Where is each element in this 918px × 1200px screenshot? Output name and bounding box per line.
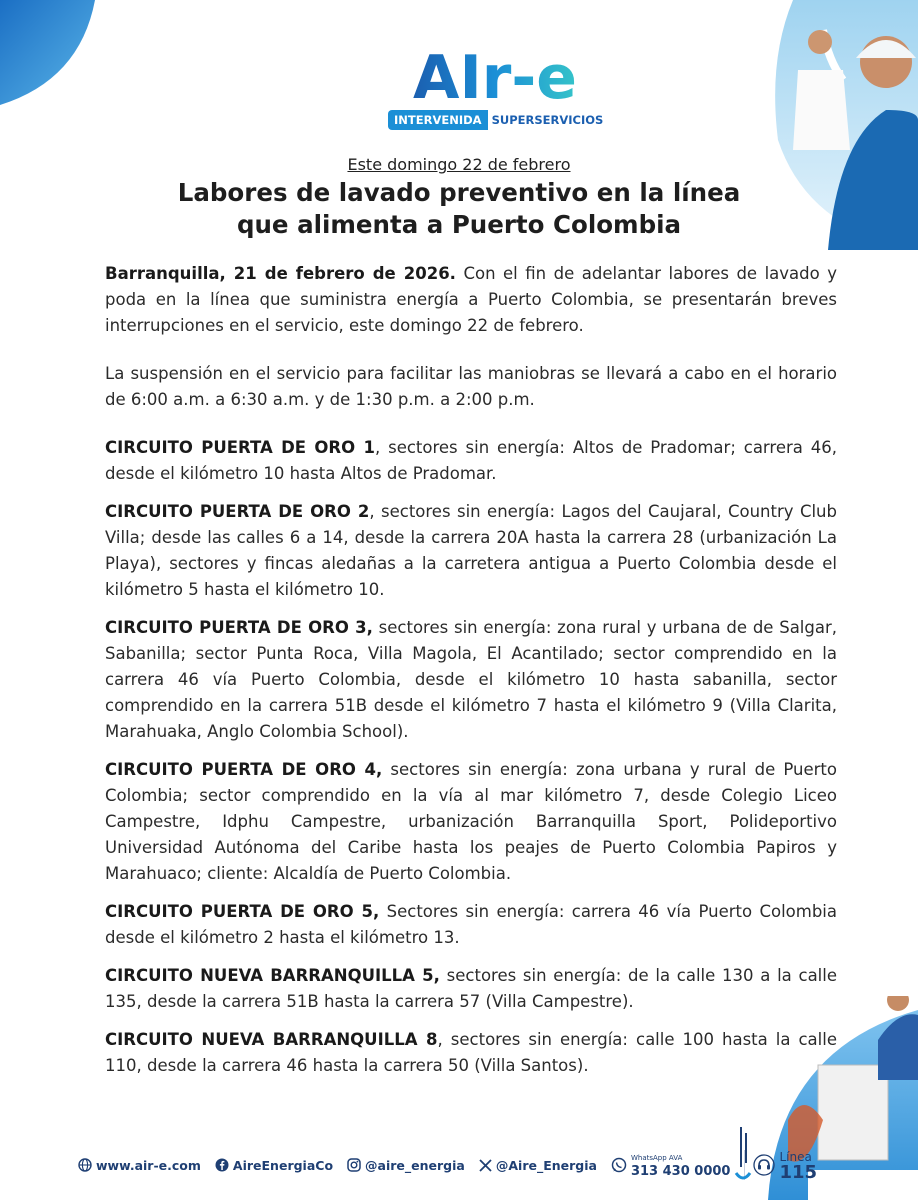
- intervenida-tag: [388, 110, 603, 130]
- instagram-link[interactable]: [347, 1158, 465, 1173]
- circuit-paragraph: [105, 435, 837, 487]
- circuit-paragraph: [105, 963, 837, 1015]
- linea-number: 115: [779, 1162, 818, 1183]
- whatsapp-label: WhatsApp AVA: [630, 1154, 683, 1162]
- website-link[interactable]: [78, 1158, 201, 1173]
- whatsapp-link[interactable]: [611, 1152, 731, 1178]
- brand-logo: [385, 40, 605, 132]
- tag-secondary: SUPERSERVICIOS: [491, 113, 604, 127]
- globe-icon: [78, 1158, 92, 1172]
- supervision-logo: [728, 1125, 758, 1185]
- circuit-paragraph: [105, 757, 837, 887]
- hours-paragraph: La suspensión en el servicio para facilitar las maniobras se llevará a cabo en el horario de 6:00 a.m. a 6:30 a.m. y de 1:30 p.m. a 2:00 p.m.: [105, 364, 837, 409]
- intro-lead: Barranquilla, 21 de febrero de 2026.: [105, 264, 456, 283]
- facebook-link[interactable]: [215, 1158, 333, 1173]
- circuit-name: CIRCUITO PUERTA DE ORO 2: [105, 502, 370, 521]
- title-line-2: que alimenta a Puerto Colombia: [236, 210, 682, 239]
- circuit-text: , sectores sin energía: calle 100 hasta la calle 110, desde la carrera 46 hasta la carrera 50 (Villa Santos).: [105, 1030, 837, 1075]
- whatsapp-number: 313 430 0000: [630, 1164, 731, 1179]
- whatsapp-icon: [611, 1157, 627, 1173]
- wordmark-text: AIr-e: [413, 43, 577, 110]
- air-e-wordmark: [385, 40, 605, 110]
- intro-paragraph: [105, 261, 837, 339]
- circuit-name: CIRCUITO NUEVA BARRANQUILLA 5,: [105, 966, 440, 985]
- website-text: www.air-e.com: [96, 1157, 201, 1173]
- circuit-name: CIRCUITO NUEVA BARRANQUILLA 8: [105, 1030, 438, 1049]
- title-line-1: Labores de lavado preventivo en la línea: [177, 178, 741, 207]
- circuit-name: CIRCUITO PUERTA DE ORO 4,: [105, 760, 383, 779]
- circuit-paragraph: [105, 615, 837, 745]
- page-title: [0, 177, 918, 241]
- x-icon: [479, 1159, 492, 1172]
- circuit-paragraph: [105, 1027, 837, 1079]
- instagram-icon: [347, 1158, 361, 1172]
- circuit-name: CIRCUITO PUERTA DE ORO 5,: [105, 902, 380, 921]
- date-subtitle: Este domingo 22 de febrero: [347, 155, 571, 174]
- intro-text: Con el fin de adelantar labores de lavado y poda en la línea que suministra energía a Puerto Colombia, se presentarán breves interrupciones en el servicio, este domingo 22 de febrero.: [105, 264, 837, 335]
- contact-footer: [78, 1145, 817, 1185]
- x-text: @Aire_Energia: [495, 1157, 597, 1173]
- instagram-text: @aire_energia: [365, 1157, 465, 1173]
- linea-label: Línea: [779, 1150, 812, 1164]
- circuit-text: sectores sin energía: de la calle 130 a la calle 135, desde la carrera 51B hasta la carrera 57 (Villa Campestre).: [105, 966, 838, 1011]
- circuit-name: CIRCUITO PUERTA DE ORO 3,: [105, 618, 373, 637]
- corner-decoration: [0, 0, 95, 105]
- x-link[interactable]: [479, 1158, 597, 1173]
- circuit-paragraph: [105, 899, 837, 951]
- circuit-paragraph: [105, 499, 837, 603]
- circuit-text: , sectores sin energía: Lagos del Caujaral, Country Club Villa; desde las calles 6 a 14, desde la carrera 20A hasta la carrera 28 (urbanización La Playa), sectores y fincas aledañas a la carretera antigua a Puerto Colombia desde el kilómetro 5 hasta el kilómetro 10.: [105, 502, 837, 599]
- circuit-text: Sectores sin energía: carrera 46 vía Puerto Colombia desde el kilómetro 2 hasta el kilómetro 13.: [105, 902, 837, 947]
- facebook-icon: [215, 1158, 229, 1172]
- tag-primary: INTERVENIDA: [388, 110, 488, 130]
- circuit-text: , sectores sin energía: Altos de Pradomar; carrera 46, desde el kilómetro 10 hasta Altos de Pradomar.: [105, 438, 837, 483]
- circuit-name: CIRCUITO PUERTA DE ORO 1: [105, 438, 375, 457]
- circuit-text: sectores sin energía: zona rural y urbana de de Salgar, Sabanilla; sector Punta Roca, Villa Magola, El Acantilado; sector comprendido en la carrera 46 vía Puerto Colombia, desde el kilómetro 10 hasta sabanilla, sector comprendido en la carrera 51B desde el kilómetro 7 hasta el kilómetro 9 (Villa Clarita, Marahuaka, Anglo Colombia School).: [105, 618, 837, 741]
- circuit-text: sectores sin energía: zona urbana y rural de Puerto Colombia; sector comprendido en la vía al mar kilómetro 7, desde Colegio Liceo Campestre, Idphu Campestre, urbanización Barranquilla Sport, Polideportivo Universidad Autónoma del Caribe hasta los peajes de Puerto Colombia Papiros y Marahuaco; cliente: Alcaldía de Puerto Colombia.: [105, 760, 837, 883]
- press-release-body: [105, 261, 837, 1091]
- facebook-text: AireEnergiaCo: [232, 1157, 334, 1173]
